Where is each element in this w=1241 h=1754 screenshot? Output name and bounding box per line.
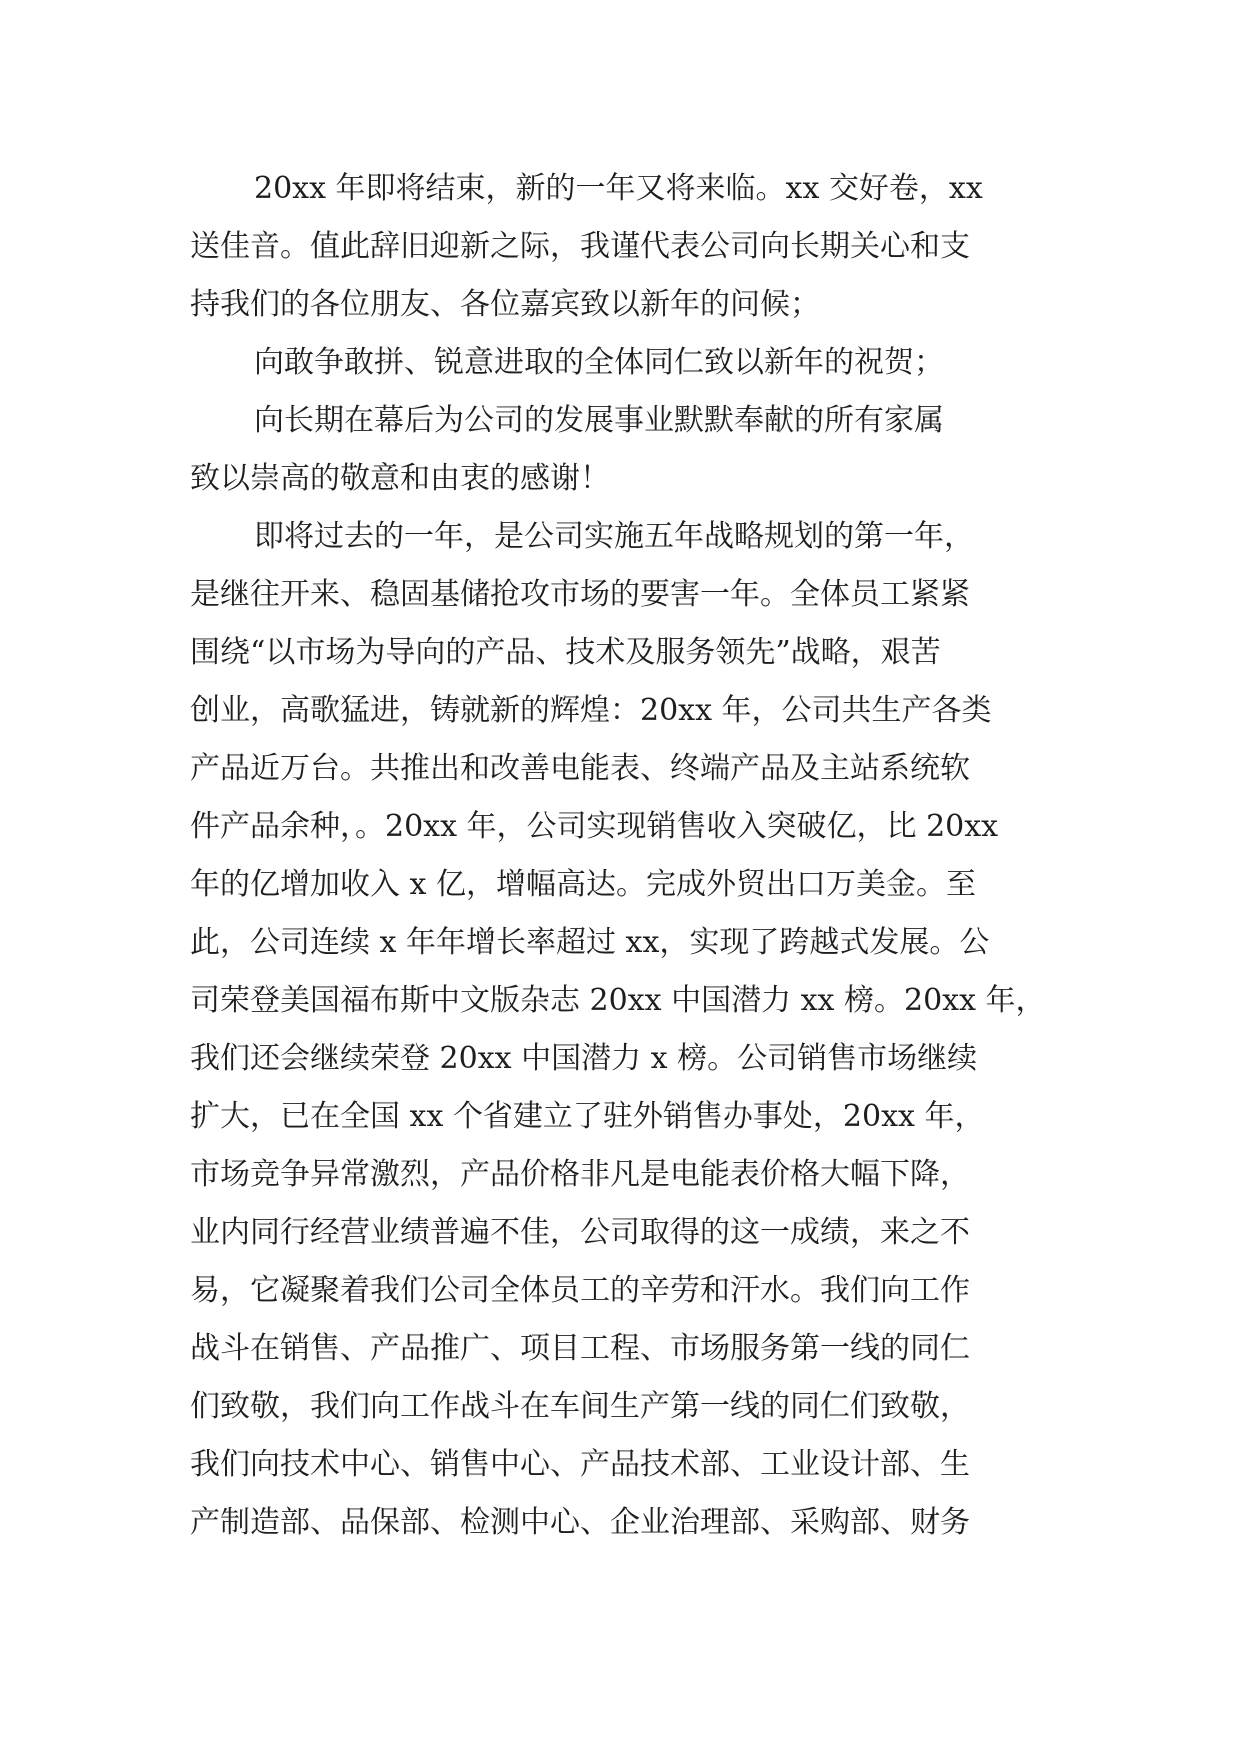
text-line: 业内同行经营业绩普遍不佳，公司取得的这一成绩，来之不	[190, 1215, 970, 1250]
text-line: 致以崇高的敬意和由衷的感谢！	[190, 461, 610, 496]
text-line: 20xx 年即将结束，新的一年又将来临。xx 交好卷，xx	[254, 171, 983, 206]
text-line: 战斗在销售、产品推广、项目工程、市场服务第一线的同仁	[190, 1331, 970, 1366]
text-line: 是继往开来、稳固基储抢攻市场的要害一年。全体员工紧紧	[190, 577, 970, 612]
text-line: 们致敬，我们向工作战斗在车间生产第一线的同仁们致敬，	[190, 1389, 970, 1424]
text-line: 持我们的各位朋友、各位嘉宾致以新年的问候；	[190, 287, 820, 322]
text-line: 市场竞争异常激烈，产品价格非凡是电能表价格大幅下降，	[190, 1157, 970, 1192]
text-line: 即将过去的一年，是公司实施五年战略规划的第一年，	[254, 519, 974, 554]
text-line: 产制造部、品保部、检测中心、企业治理部、采购部、财务	[190, 1505, 970, 1540]
text-line: 司荣登美国福布斯中文版杂志 20xx 中国潜力 xx 榜。20xx 年，	[190, 983, 1046, 1018]
text-line: 送佳音。值此辞旧迎新之际，我谨代表公司向长期关心和支	[190, 229, 970, 264]
text-line: 向长期在幕后为公司的发展事业默默奉献的所有家属	[254, 403, 944, 438]
text-line: 我们还会继续荣登 20xx 中国潜力 x 榜。公司销售市场继续	[190, 1041, 978, 1076]
text-line: 扩大，已在全国 xx 个省建立了驻外销售办事处，20xx 年，	[190, 1099, 985, 1134]
text-line: 易，它凝聚着我们公司全体员工的辛劳和汗水。我们向工作	[190, 1273, 970, 1308]
document-body	[190, 160, 1070, 1552]
text-line: 产品近万台。共推出和改善电能表、终端产品及主站系统软	[190, 751, 970, 786]
text-line: 创业，高歌猛进，铸就新的辉煌：20xx 年，公司共生产各类	[190, 693, 992, 728]
text-line: 围绕“以市场为导向的产品、技术及服务领先”战略，艰苦	[190, 635, 941, 670]
text-line: 向敢争敢拼、锐意进取的全体同仁致以新年的祝贺；	[254, 345, 944, 380]
text-line: 此，公司连续 x 年年增长率超过 xx，实现了跨越式发展。公	[190, 925, 990, 960]
text-line: 件产品余种，。20xx 年，公司实现销售收入突破亿，比 20xx	[190, 809, 999, 844]
text-line: 年的亿增加收入 x 亿，增幅高达。完成外贸出口万美金。至	[190, 867, 976, 902]
text-line: 我们向技术中心、销售中心、产品技术部、工业设计部、生	[190, 1447, 970, 1482]
